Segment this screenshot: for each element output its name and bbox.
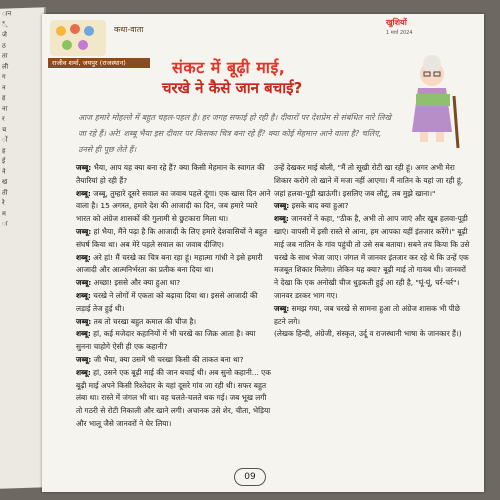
dialogue-text: तब तो चरखा बहुत कमाल की चीज है।: [91, 316, 197, 326]
dialogue-paragraph: [76, 354, 272, 367]
dialogue-paragraph: [274, 328, 470, 341]
dialogue-text: हां, उसने एक बूढ़ी माई की जान बचाई थी। अब सुनो कहानी... एक बूढ़ी माई अपने किसी रिश्तेदार के यहां दूसरे गांव जा रही थी। सफर बहुत लंबा था। रास्ते में जंगल भी था। वह चलते-चलते थक गई। जब भूख लगी तो गठरी से रोटी निकाली और खाने लगी। अचानक उसे शेर, चीता, भेड़िया और भालू जैसे जानवरों ने घेर लिया।: [76, 367, 271, 428]
dialogue-text: अच्छा! इससे और क्या हुआ था?: [91, 278, 181, 288]
dialogue-paragraph: [76, 188, 272, 226]
story-intro: आज हमारे मोहल्ले में बहुत चहल-पहल है। हर जगह सफाई हो रही है। दीवारों पर देशप्रेम से संबंधित नारे लिखे जा रहे हैं। अरे! शब्बू भैया इस दीवार पर किसका चित्र बना रहे हैं? क्या कोई मेहमान आने वाला है? चलिए, उनसे ही पूछ लेते हैं।: [78, 113, 391, 154]
left-page-text-fragments: ान ैं, जे ठ ता ली ग न ह ना र च ों ह ई ने ख ती रे म ा: [2, 9, 12, 228]
kids-illustration: [50, 20, 106, 56]
dialogue-text: अरे हां! मैं चरखे का चित्र बना रहा हूं। महात्मा गांधी ने इसे हमारी आजादी और आत्मनिर्भरता का प्रतीक बना दिया था।: [76, 252, 263, 275]
dialogue-paragraph: [76, 316, 272, 329]
page-number: 09: [234, 468, 266, 486]
dialogue-paragraph: [76, 328, 272, 354]
page-header: [42, 14, 484, 97]
dialogue-paragraph: [76, 226, 272, 252]
dialogue-paragraph: [76, 367, 272, 431]
speaker-label: जब्बू:: [274, 303, 290, 313]
dialogue-text: हां, कई मजेदार कहानियों में भी चरखे का जिक्र आता है। क्या सुनना चाहोगे ऐसी ही एक कहानी?: [76, 329, 256, 352]
dialogue-text: इसके बाद क्या हुआ?: [289, 201, 349, 211]
author-byline: राजीव शर्मा, जयपुर (राजस्थान): [48, 58, 150, 68]
logo-text: खुशियों: [386, 18, 407, 27]
speaker-label: जब्बू:: [274, 201, 290, 211]
left-column: [76, 162, 272, 431]
dialogue-paragraph: [274, 213, 470, 303]
speaker-label: जब्बू:: [76, 316, 92, 326]
dialogue-paragraph: [76, 277, 272, 290]
dialogue-paragraph: [76, 290, 272, 316]
dialogue-paragraph: [76, 252, 272, 278]
dialogue-text: उन्हें देखकर माई बोली, "मैं तो सूखी रोटी खा रही हूं। अगर अभी मेरा शिकार करोगे तो खाने में मजा नहीं आएगा। मैं नातिन के यहां जा रही हूं, जहां हलवा-पूड़ी खाऊंगी। इसलिए जब लौटूं, तब मुझे खाना।": [274, 163, 464, 198]
old-woman-illustration: [398, 54, 484, 154]
speaker-label: शब्बू:: [274, 214, 289, 224]
dialogue-text: हां भैया, मैंने पढ़ा है कि आजादी के लिए हमारे देशवासियों ने बहुत संघर्ष किया था। अब मेरे पहले सवाल का जवाब दीजिए।: [76, 226, 268, 249]
magazine-page: [42, 14, 484, 492]
dialogue-text: (लेखक हिन्दी, अंग्रेजी, संस्कृत, उर्दू व राजस्थानी भाषा के जानकार हैं।): [274, 329, 462, 339]
story-title-line2: चरखे ने कैसे जान बचाई?: [162, 79, 303, 97]
dialogue-text: जानवरों ने कहा, "ठीक है, अभी तो आप जाएं और खूब हलवा-पूड़ी खाएं। वापसी में इसी रास्ते से आना, हम आपका यहीं इंतजार करेंगे।" बूढ़ी माई जब नातिन के गांव पहुंची तो उसे सब बताया। सबने तय किया कि उसे चरखे के साथ भेजा जाए। जंगल में जानवर इंतजार कर रहे थे कि उन्हें एक मजबूत शिकार मिलेगा। लेकिन यह क्या? बूढ़ी माई तो गायब थी। जानवरों ने देखा कि एक अनोखी चीज धुड़कती हुई आ रही है, "घूं-घूं, चर्र-चर्र"। जानवर डरकर भाग गए।: [274, 214, 470, 300]
dialogue-text: समझ गया, जब चरखे से सामना हुआ तो अंग्रेज शासक भी पीछे हटने लगे।: [274, 303, 460, 326]
right-column: [274, 162, 470, 341]
dialogue-paragraph: [274, 162, 470, 200]
dialogue-text: जी भैया, क्या उसमें भी चरखा किसी की ताकत बना था?: [91, 354, 244, 364]
speaker-label: शब्बू:: [76, 188, 91, 198]
logo-subtext: 1 मार्च 2024: [386, 30, 413, 36]
dialogue-paragraph: [274, 200, 470, 213]
dialogue-paragraph: [274, 303, 470, 329]
speaker-label: शब्बू:: [76, 367, 91, 377]
speaker-label: जब्बू:: [76, 278, 92, 288]
dialogue-text: जब्बू, तुम्हारे दूसरे सवाल का जवाब पहले दूंगा। एक खास दिन आने वाला है। 15 अगस्त, हमारे देश की आजादी का दिन, जब हमारे प्यारे भारत को अंग्रेज शासकों की गुलामी से छुटकारा मिला था।: [76, 188, 271, 224]
dialogue-paragraph: [76, 162, 272, 188]
speaker-label: जब्बू:: [76, 226, 92, 236]
speaker-label: शब्बू:: [76, 252, 91, 262]
dialogue-text: भैया, आप यह क्या बना रहे हैं? क्या किसी मेहमान के स्वागत की तैयारियां हो रही हैं?: [76, 163, 265, 185]
speaker-label: शब्बू:: [76, 329, 91, 339]
magazine-logo: [386, 18, 436, 40]
dialogue-text: चरखे ने लोगों में एकता को बढ़ावा दिया था। इससे आजादी की लड़ाई तेज हुई थी।: [76, 290, 258, 313]
story-title-line1: संकट में बूढ़ी माई,: [172, 58, 286, 77]
speaker-label: जब्बू:: [76, 354, 92, 364]
speaker-label: जब्बू:: [76, 163, 92, 172]
section-label: कथा-वाता: [114, 25, 144, 34]
left-page: [0, 7, 46, 489]
speaker-label: शब्बू:: [76, 290, 91, 300]
